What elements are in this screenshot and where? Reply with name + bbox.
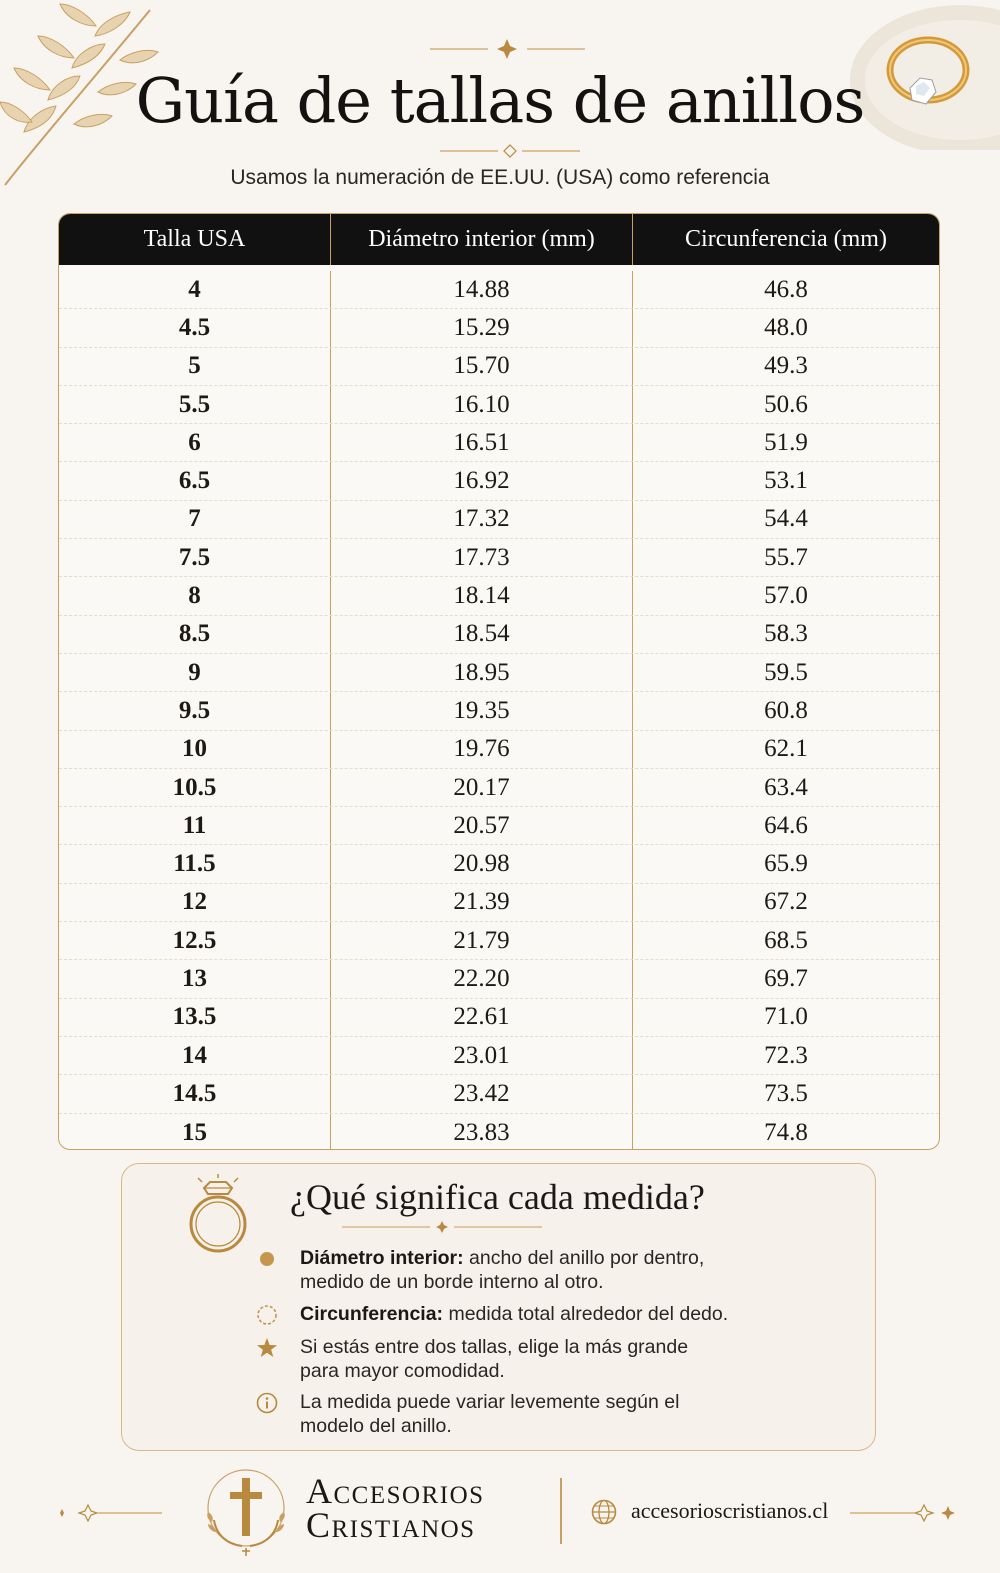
- table-row: [59, 884, 939, 922]
- cell-size-usa: 15: [59, 1114, 331, 1150]
- cell-inner-diameter: 14.88: [331, 271, 633, 308]
- cell-circumference: 60.8: [764, 696, 808, 724]
- cell-circumference: 59.5: [764, 658, 808, 686]
- cell-circumference: 50.6: [764, 390, 808, 418]
- table-row: [59, 501, 939, 539]
- cell-size-usa: 8.5: [59, 616, 331, 653]
- info-title: ¿Qué significa cada medida?: [290, 1177, 705, 1217]
- cell-circumference: 71.0: [764, 1003, 808, 1031]
- info-item-between-sizes: [256, 1335, 816, 1383]
- info-item-diameter: [256, 1246, 816, 1294]
- cell-circumference: 68.5: [764, 926, 808, 954]
- cell-circumference: 46.8: [764, 275, 808, 303]
- cell-inner-diameter: 19.35: [331, 692, 633, 729]
- measurement-info-box: [121, 1163, 876, 1451]
- footer-left-ornament: [52, 1498, 162, 1528]
- cell-circumference: 54.4: [764, 505, 808, 533]
- brand-name: [306, 1471, 485, 1545]
- table-row: [59, 769, 939, 807]
- cell-inner-diameter: 16.92: [331, 462, 633, 499]
- table-row: [59, 539, 939, 577]
- page-title: Guía de tallas de anillos: [135, 64, 865, 137]
- cell-size-usa: 8: [59, 577, 331, 614]
- cell-circumference: 73.5: [764, 1079, 808, 1107]
- cell-circumference: 69.7: [764, 964, 808, 992]
- info-item-diameter-text2: medido de un borde interno al otro.: [300, 1271, 604, 1293]
- cell-size-usa: 9: [59, 654, 331, 691]
- cell-size-usa: 14: [59, 1037, 331, 1074]
- cell-circumference: 64.6: [764, 811, 808, 839]
- cell-size-usa: 11.5: [59, 845, 331, 882]
- cell-circumference: 57.0: [764, 582, 808, 610]
- header-circumference: Circunferencia (mm): [685, 226, 887, 252]
- cell-inner-diameter: 17.73: [331, 539, 633, 576]
- info-item-variation-text2: modelo del anillo.: [300, 1415, 452, 1437]
- header-inner-diameter: Diámetro interior (mm): [331, 214, 633, 265]
- footer-right-ornament: [850, 1498, 960, 1528]
- table-row: [59, 348, 939, 386]
- cell-size-usa: 12.5: [59, 922, 331, 959]
- cell-inner-diameter: 20.17: [331, 769, 633, 806]
- cell-circumference: 49.3: [764, 352, 808, 380]
- cell-inner-diameter: 20.57: [331, 807, 633, 844]
- cell-circumference: 63.4: [764, 773, 808, 801]
- cell-inner-diameter: 18.14: [331, 577, 633, 614]
- table-row: [59, 577, 939, 615]
- cell-circumference: 67.2: [764, 888, 808, 916]
- info-icon: [256, 1392, 278, 1414]
- info-item-circumference-text: medida total alrededor del dedo.: [443, 1303, 729, 1325]
- table-row: [59, 654, 939, 692]
- table-row: [59, 960, 939, 998]
- table-row: [59, 424, 939, 462]
- website-link[interactable]: accesorioscristianos.cl: [631, 1498, 829, 1523]
- table-row: [59, 386, 939, 424]
- size-table: [58, 213, 940, 1150]
- header-size-usa: Talla USA: [59, 214, 331, 265]
- brand-line-2: Cristianos: [306, 1505, 476, 1545]
- cell-size-usa: 9.5: [59, 692, 331, 729]
- cell-inner-diameter: 15.29: [331, 309, 633, 346]
- cell-size-usa: 11: [59, 807, 331, 844]
- info-item-diameter-term: Diámetro interior:: [300, 1247, 464, 1269]
- dashed-circle-icon: [256, 1304, 278, 1326]
- cell-size-usa: 7: [59, 501, 331, 538]
- table-row: [59, 1075, 939, 1113]
- table-row: [59, 271, 939, 309]
- star-icon: [256, 1337, 278, 1359]
- info-item-diameter-text: ancho del anillo por dentro,: [463, 1247, 705, 1269]
- title-top-ornament: [430, 36, 585, 62]
- info-item-circumference: [256, 1302, 816, 1326]
- page-subtitle: Usamos la numeración de EE.UU. (USA) como referencia: [230, 166, 770, 189]
- cell-circumference: 58.3: [764, 620, 808, 648]
- cell-size-usa: 13: [59, 960, 331, 997]
- cell-inner-diameter: 23.83: [331, 1114, 633, 1150]
- info-item-variation-text: La medida puede variar levemente según el: [300, 1391, 680, 1413]
- cell-size-usa: 14.5: [59, 1075, 331, 1112]
- filled-dot-icon: [256, 1248, 278, 1270]
- cell-inner-diameter: 19.76: [331, 731, 633, 768]
- cell-circumference: 62.1: [764, 735, 808, 763]
- cell-size-usa: 6.5: [59, 462, 331, 499]
- cell-inner-diameter: 18.95: [331, 654, 633, 691]
- info-item-between-sizes-text: Si estás entre dos tallas, elige la más grande: [300, 1336, 689, 1358]
- cell-circumference: 74.8: [764, 1118, 808, 1146]
- table-row: [59, 1037, 939, 1075]
- cell-size-usa: 4.5: [59, 309, 331, 346]
- cell-inner-diameter: 18.54: [331, 616, 633, 653]
- cell-inner-diameter: 21.79: [331, 922, 633, 959]
- table-body: [59, 265, 939, 1150]
- cell-size-usa: 10.5: [59, 769, 331, 806]
- cell-inner-diameter: 16.10: [331, 386, 633, 423]
- cell-size-usa: 10: [59, 731, 331, 768]
- cell-size-usa: 4: [59, 271, 331, 308]
- cell-size-usa: 12: [59, 884, 331, 921]
- table-row: [59, 807, 939, 845]
- cell-circumference: 55.7: [764, 543, 808, 571]
- cell-size-usa: 5: [59, 348, 331, 385]
- cell-inner-diameter: 16.51: [331, 424, 633, 461]
- cell-circumference: 51.9: [764, 428, 808, 456]
- cell-inner-diameter: 21.39: [331, 884, 633, 921]
- table-row: [59, 999, 939, 1037]
- cell-circumference: 53.1: [764, 467, 808, 495]
- table-row: [59, 692, 939, 730]
- info-item-variation: [256, 1390, 816, 1438]
- cell-circumference: 72.3: [764, 1041, 808, 1069]
- table-row: [59, 462, 939, 500]
- table-row: [59, 845, 939, 883]
- table-row: [59, 309, 939, 347]
- info-item-between-sizes-text2: para mayor comodidad.: [300, 1360, 505, 1382]
- info-item-circumference-term: Circunferencia:: [300, 1303, 444, 1325]
- table-row: [59, 616, 939, 654]
- cross-emblem-logo: [196, 1460, 296, 1560]
- cell-inner-diameter: 23.01: [331, 1037, 633, 1074]
- info-title-ornament: [342, 1219, 542, 1235]
- cell-inner-diameter: 22.61: [331, 999, 633, 1036]
- cell-size-usa: 5.5: [59, 386, 331, 423]
- footer-divider: [560, 1478, 562, 1544]
- table-header: [59, 214, 939, 265]
- diamond-ring-icon: [184, 1174, 252, 1260]
- title-bottom-ornament: [440, 142, 580, 160]
- cell-size-usa: 6: [59, 424, 331, 461]
- brand-line-1: Accesorios: [306, 1471, 485, 1511]
- cell-circumference: 65.9: [764, 850, 808, 878]
- table-row: [59, 922, 939, 960]
- cell-inner-diameter: 17.32: [331, 501, 633, 538]
- cell-inner-diameter: 23.42: [331, 1075, 633, 1112]
- cell-inner-diameter: 22.20: [331, 960, 633, 997]
- table-row: [59, 1114, 939, 1150]
- cell-size-usa: 7.5: [59, 539, 331, 576]
- globe-icon: [590, 1498, 618, 1526]
- table-row: [59, 731, 939, 769]
- cell-size-usa: 13.5: [59, 999, 331, 1036]
- cell-inner-diameter: 15.70: [331, 348, 633, 385]
- cell-circumference: 48.0: [764, 313, 808, 341]
- cell-inner-diameter: 20.98: [331, 845, 633, 882]
